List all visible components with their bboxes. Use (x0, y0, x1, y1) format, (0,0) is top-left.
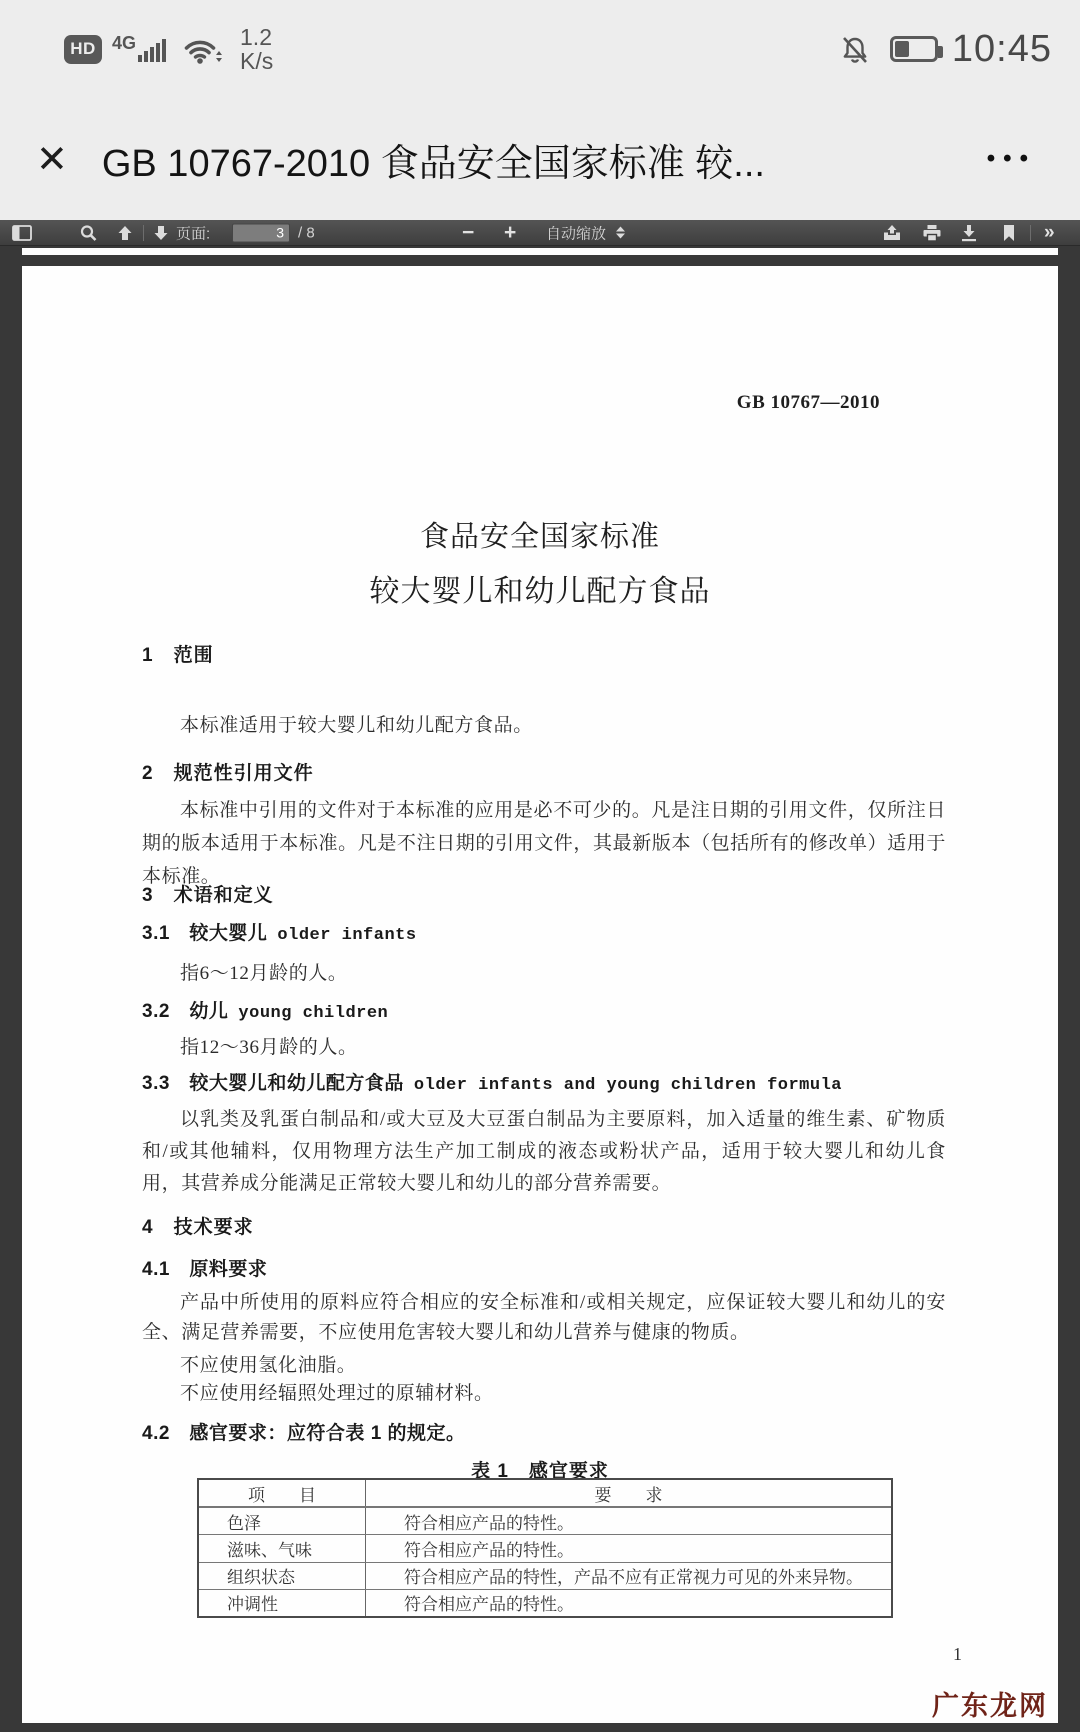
status-left (64, 25, 273, 73)
section-1-body: 本标准适用于较大婴儿和幼儿配方食品。 (180, 715, 533, 736)
hd-badge: HD (64, 35, 102, 64)
next-page-button[interactable] (152, 225, 170, 241)
table-cell: 符合相应产品的特性。 (404, 1541, 574, 1560)
clock: 10:45 (951, 27, 1052, 70)
watermark: 广东龙网 (932, 1691, 1048, 1721)
select-carets-icon (616, 227, 625, 239)
table-row (199, 1534, 891, 1561)
section-4-1-heading: 4.1 原料要求 (142, 1259, 268, 1280)
scale-select-value: 自动缩放 (546, 225, 607, 242)
pdf-page (22, 266, 1058, 1723)
pdf-toolbar (0, 220, 1080, 246)
table-cell: 符合相应产品的特性。 (404, 1513, 574, 1533)
speed-unit: K/s (240, 48, 274, 74)
app-title-bar (0, 98, 1080, 220)
section-4-2-heading: 4.2 感官要求：应符合表 1 的规定。 (142, 1423, 466, 1444)
toolbar-separator (1030, 225, 1031, 241)
download-button[interactable] (960, 224, 978, 241)
zoom-in-button[interactable]: + (504, 220, 517, 244)
page-label: 页面: (176, 225, 211, 242)
speed-value: 1.2 (240, 24, 272, 50)
document-title-line2: 较大婴儿和幼儿配方食品 (369, 575, 711, 608)
scale-select[interactable] (546, 222, 625, 243)
table-1-caption: 表 1 感官要求 (471, 1461, 609, 1482)
sidebar-toggle-button[interactable] (12, 225, 32, 241)
section-4-1-body: 产品中所使用的原料应符合相应的安全标准和/或相关规定，应保证较大婴儿和幼儿的安全、满足营养需要，不应使用危害较大婴儿和幼儿营养与健康的物质。 (142, 1292, 946, 1343)
section-3-2-heading: 3.2 幼儿 young children (142, 1001, 389, 1023)
network-speed (240, 25, 273, 73)
table-row (199, 1562, 891, 1589)
document-page-number: 1 (953, 1644, 962, 1664)
table-cell: 符合相应产品的特性。 (404, 1595, 574, 1615)
table-row (199, 1589, 891, 1616)
section-3-1-heading: 3.1 较大婴儿 older infants (142, 923, 417, 945)
page-total: / 8 (298, 224, 315, 241)
standard-code: GB 10767—2010 (736, 392, 880, 413)
network-type-label: 4G (112, 33, 137, 53)
section-3-1-body: 指6～12月龄的人。 (180, 963, 348, 984)
previous-page-button[interactable] (116, 225, 134, 241)
page-title: GB 10767-2010 食品安全国家标准 较... (101, 142, 765, 185)
toolbar-separator (143, 225, 144, 241)
section-4-1-note2: 不应使用经辐照处理过的原辅材料。 (180, 1383, 494, 1404)
table-header-row (199, 1480, 891, 1507)
battery-icon (890, 36, 938, 62)
table-cell: 组织状态 (199, 1563, 366, 1589)
open-file-button[interactable] (882, 224, 902, 241)
cellular-signal-icon (112, 35, 170, 63)
table-cell: 色泽 (199, 1508, 366, 1534)
document-title-line1: 食品安全国家标准 (419, 521, 660, 553)
section-3-3-body: 以乳类及乳蛋白制品和/或大豆及大豆蛋白制品为主要原料，加入适量的维生素、矿物质和/或其他辅料，仅用物理方法生产加工制成的液态或粉状产品，适用于较大婴儿和幼儿食用，其营养成分能满足正常较大婴儿和幼儿的部分营养需要。 (142, 1109, 946, 1194)
signal-bars-icon (138, 35, 170, 63)
section-3-2-body: 指12～36月龄的人。 (180, 1037, 358, 1058)
section-4-heading: 4 技术要求 (142, 1217, 254, 1238)
search-button[interactable] (80, 224, 97, 241)
table-row (199, 1507, 891, 1534)
section-2-heading: 2 规范性引用文件 (142, 763, 314, 784)
page-number-input[interactable] (232, 223, 290, 242)
table-cell: 滋味、气味 (199, 1535, 366, 1561)
section-4-1-note1: 不应使用氢化油脂。 (180, 1355, 357, 1376)
zoom-out-button[interactable]: − (462, 220, 475, 244)
table-1 (197, 1478, 893, 1618)
wifi-icon (182, 35, 226, 65)
table-header-item: 项 目 (199, 1480, 366, 1506)
previous-page-edge (22, 248, 1058, 255)
section-2-body: 本标准中引用的文件对于本标准的应用是必不可少的。凡是注日期的引用文件，仅所注日期的版本适用于本标准。凡是不注日期的引用文件，其最新版本（包括所有的修改单）适用于本标准。 (142, 800, 946, 887)
more-menu-button[interactable]: ••• (986, 145, 1036, 172)
table-cell: 冲调性 (199, 1590, 366, 1616)
pdf-viewer-scroll-area[interactable] (0, 246, 1080, 1732)
section-1-heading: 1 范围 (142, 645, 214, 666)
section-3-heading: 3 术语和定义 (142, 885, 274, 906)
section-3-3-heading: 3.3 较大婴儿和幼儿配方食品 older infants and young children formula (142, 1073, 842, 1095)
mute-bell-icon (838, 33, 872, 67)
status-bar (0, 0, 1080, 98)
table-cell: 符合相应产品的特性，产品不应有正常视力可见的外来异物。 (404, 1568, 863, 1588)
table-header-requirement: 要 求 (594, 1485, 663, 1505)
status-right (838, 28, 1052, 71)
more-tools-button[interactable]: » (1044, 221, 1055, 243)
print-button[interactable] (922, 224, 942, 241)
close-button[interactable]: ✕ (36, 138, 68, 181)
bookmark-button[interactable] (1002, 224, 1016, 241)
